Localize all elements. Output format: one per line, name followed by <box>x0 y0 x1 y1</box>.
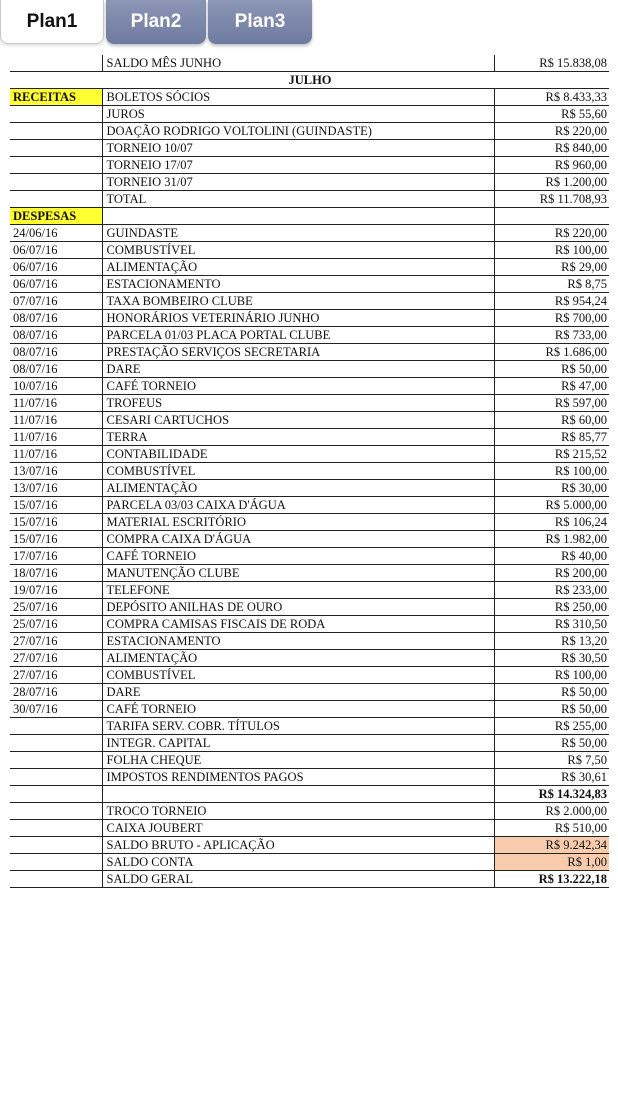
despesa-row <box>10 446 609 463</box>
despesa-desc[interactable]: MANUTENÇÃO CLUBE <box>102 565 494 582</box>
despesa-value[interactable]: R$ 100,00 <box>494 242 609 259</box>
despesa-value[interactable]: R$ 310,50 <box>494 616 609 633</box>
empty-cell[interactable] <box>10 837 102 854</box>
despesa-row <box>10 701 609 718</box>
spreadsheet-table <box>10 55 609 888</box>
footer-desc[interactable]: SALDO BRUTO - APLICAÇÃO <box>102 837 494 854</box>
despesa-row <box>10 378 609 395</box>
despesa-row <box>10 293 609 310</box>
despesa-date[interactable]: 10/07/16 <box>10 378 102 395</box>
despesa-date[interactable]: 27/07/16 <box>10 633 102 650</box>
despesa-desc[interactable]: COMBUSTÍVEL <box>102 463 494 480</box>
despesa-value[interactable]: R$ 7,50 <box>494 752 609 769</box>
despesa-value[interactable]: R$ 30,50 <box>494 650 609 667</box>
cell[interactable] <box>10 55 102 72</box>
despesa-row <box>10 242 609 259</box>
footer-desc[interactable]: SALDO CONTA <box>102 854 494 871</box>
despesa-desc[interactable]: CAFÉ TORNEIO <box>102 701 494 718</box>
receita-desc[interactable]: TORNEIO 31/07 <box>102 174 494 191</box>
despesa-value[interactable]: R$ 50,00 <box>494 684 609 701</box>
saldo-junho-row <box>10 55 609 72</box>
despesa-desc[interactable]: TARIFA SERV. COBR. TÍTULOS <box>102 718 494 735</box>
date-cell[interactable] <box>10 140 102 157</box>
despesa-date[interactable]: 08/07/16 <box>10 361 102 378</box>
receita-value[interactable]: R$ 11.708,93 <box>494 191 609 208</box>
receita-desc[interactable]: BOLETOS SÓCIOS <box>102 89 494 106</box>
despesa-value[interactable]: R$ 1.982,00 <box>494 531 609 548</box>
despesa-row <box>10 514 609 531</box>
despesa-desc[interactable]: TROFEUS <box>102 395 494 412</box>
date-cell[interactable] <box>10 157 102 174</box>
month-header[interactable]: JULHO <box>10 72 609 89</box>
despesa-date[interactable]: 19/07/16 <box>10 582 102 599</box>
despesa-row <box>10 429 609 446</box>
tab-plan1[interactable]: Plan1 <box>0 0 104 44</box>
despesa-date[interactable] <box>10 769 102 786</box>
despesa-value[interactable]: R$ 47,00 <box>494 378 609 395</box>
despesa-row <box>10 633 609 650</box>
despesa-row <box>10 752 609 769</box>
despesa-row <box>10 684 609 701</box>
despesa-row <box>10 259 609 276</box>
despesa-desc[interactable]: ALIMENTAÇÃO <box>102 650 494 667</box>
despesa-date[interactable]: 18/07/16 <box>10 565 102 582</box>
despesa-desc[interactable]: ALIMENTAÇÃO <box>102 259 494 276</box>
despesa-row <box>10 276 609 293</box>
despesa-desc[interactable]: DEPÓSITO ANILHAS DE OURO <box>102 599 494 616</box>
despesa-row <box>10 769 609 786</box>
footer-desc[interactable]: SALDO GERAL <box>102 871 494 888</box>
empty-cell[interactable] <box>102 786 494 803</box>
receitas-label[interactable]: RECEITAS <box>10 89 102 106</box>
footer-row <box>10 820 609 837</box>
despesa-date[interactable]: 15/07/16 <box>10 497 102 514</box>
despesa-row <box>10 310 609 327</box>
empty-cell[interactable] <box>10 871 102 888</box>
despesa-row <box>10 225 609 242</box>
receita-row <box>10 191 609 208</box>
receita-desc[interactable]: TORNEIO 17/07 <box>102 157 494 174</box>
tab-plan3[interactable]: Plan3 <box>208 0 312 44</box>
despesa-value[interactable]: R$ 100,00 <box>494 463 609 480</box>
footer-value[interactable]: R$ 13.222,18 <box>494 871 609 888</box>
receita-row <box>10 123 609 140</box>
sheet-tab-bar <box>0 0 618 46</box>
despesa-desc[interactable]: TERRA <box>102 429 494 446</box>
despesa-date[interactable]: 30/07/16 <box>10 701 102 718</box>
receita-desc[interactable]: TORNEIO 10/07 <box>102 140 494 157</box>
despesa-row <box>10 344 609 361</box>
despesa-desc[interactable]: COMBUSTÍVEL <box>102 242 494 259</box>
despesa-row <box>10 650 609 667</box>
despesa-date[interactable]: 27/07/16 <box>10 667 102 684</box>
despesas-header-row <box>10 208 609 225</box>
despesa-desc[interactable]: CAFÉ TORNEIO <box>102 548 494 565</box>
despesa-value[interactable]: R$ 50,00 <box>494 701 609 718</box>
footer-row <box>10 837 609 854</box>
despesa-date[interactable]: 08/07/16 <box>10 344 102 361</box>
despesa-desc[interactable]: PRESTAÇÃO SERVIÇOS SECRETARIA <box>102 344 494 361</box>
despesa-value[interactable]: R$ 30,00 <box>494 480 609 497</box>
despesa-date[interactable]: 13/07/16 <box>10 480 102 497</box>
despesa-row <box>10 463 609 480</box>
despesa-desc[interactable]: COMBUSTÍVEL <box>102 667 494 684</box>
footer-value[interactable]: R$ 1,00 <box>494 854 609 871</box>
footer-value[interactable]: R$ 9.242,34 <box>494 837 609 854</box>
despesas-total-row <box>10 786 609 803</box>
despesa-desc[interactable]: CAFÉ TORNEIO <box>102 378 494 395</box>
despesa-date[interactable] <box>10 735 102 752</box>
empty-cell[interactable] <box>102 208 494 225</box>
despesa-date[interactable]: 27/07/16 <box>10 650 102 667</box>
saldo-junho-value[interactable]: R$ 15.838,08 <box>494 55 609 72</box>
despesa-desc[interactable]: COMPRA CAIXA D'ÁGUA <box>102 531 494 548</box>
despesa-date[interactable]: 11/07/16 <box>10 412 102 429</box>
despesa-date[interactable]: 25/07/16 <box>10 599 102 616</box>
despesa-desc[interactable]: COMPRA CAMISAS FISCAIS DE RODA <box>102 616 494 633</box>
despesa-desc[interactable]: DARE <box>102 361 494 378</box>
saldo-junho-label[interactable]: SALDO MÊS JUNHO <box>102 55 494 72</box>
despesa-value[interactable]: R$ 50,00 <box>494 361 609 378</box>
date-cell[interactable] <box>10 123 102 140</box>
receita-row <box>10 89 609 106</box>
footer-value[interactable]: R$ 2.000,00 <box>494 803 609 820</box>
despesa-desc[interactable]: ESTACIONAMENTO <box>102 276 494 293</box>
despesa-desc[interactable]: ESTACIONAMENTO <box>102 633 494 650</box>
despesa-date[interactable]: 08/07/16 <box>10 327 102 344</box>
footer-value[interactable]: R$ 510,00 <box>494 820 609 837</box>
despesa-value[interactable]: R$ 30,61 <box>494 769 609 786</box>
footer-row <box>10 871 609 888</box>
despesa-value[interactable]: R$ 8,75 <box>494 276 609 293</box>
footer-row <box>10 854 609 871</box>
receita-value[interactable]: R$ 220,00 <box>494 123 609 140</box>
receita-value[interactable]: R$ 8.433,33 <box>494 89 609 106</box>
empty-cell[interactable] <box>10 786 102 803</box>
despesa-date[interactable]: 06/07/16 <box>10 259 102 276</box>
empty-cell[interactable] <box>494 208 609 225</box>
despesa-desc[interactable]: IMPOSTOS RENDIMENTOS PAGOS <box>102 769 494 786</box>
receita-value[interactable]: R$ 55,60 <box>494 106 609 123</box>
despesa-value[interactable]: R$ 233,00 <box>494 582 609 599</box>
receita-value[interactable]: R$ 840,00 <box>494 140 609 157</box>
despesa-date[interactable]: 06/07/16 <box>10 276 102 293</box>
receita-value[interactable]: R$ 960,00 <box>494 157 609 174</box>
despesa-date[interactable]: 24/06/16 <box>10 225 102 242</box>
despesa-row <box>10 497 609 514</box>
despesa-value[interactable]: R$ 60,00 <box>494 412 609 429</box>
despesa-row <box>10 718 609 735</box>
despesa-date[interactable]: 15/07/16 <box>10 514 102 531</box>
despesa-desc[interactable]: HONORÁRIOS VETERINÁRIO JUNHO <box>102 310 494 327</box>
despesa-row <box>10 667 609 684</box>
footer-desc[interactable]: TROCO TORNEIO <box>102 803 494 820</box>
despesa-desc[interactable]: CONTABILIDADE <box>102 446 494 463</box>
despesa-row <box>10 582 609 599</box>
despesa-row <box>10 616 609 633</box>
despesa-desc[interactable]: FOLHA CHEQUE <box>102 752 494 769</box>
despesa-date[interactable]: 25/07/16 <box>10 616 102 633</box>
empty-cell[interactable] <box>10 803 102 820</box>
date-cell[interactable] <box>10 191 102 208</box>
despesa-date[interactable]: 11/07/16 <box>10 429 102 446</box>
despesa-row <box>10 480 609 497</box>
despesa-date[interactable] <box>10 752 102 769</box>
despesa-row <box>10 735 609 752</box>
despesa-value[interactable]: R$ 215,52 <box>494 446 609 463</box>
despesa-value[interactable]: R$ 5.000,00 <box>494 497 609 514</box>
tab-plan2[interactable]: Plan2 <box>106 0 206 44</box>
despesa-desc[interactable]: CESARI CARTUCHOS <box>102 412 494 429</box>
date-cell[interactable] <box>10 174 102 191</box>
despesa-desc[interactable]: GUINDASTE <box>102 225 494 242</box>
despesa-row <box>10 412 609 429</box>
despesa-row <box>10 599 609 616</box>
despesa-value[interactable]: R$ 29,00 <box>494 259 609 276</box>
footer-desc[interactable]: CAIXA JOUBERT <box>102 820 494 837</box>
despesa-desc[interactable]: TAXA BOMBEIRO CLUBE <box>102 293 494 310</box>
despesa-date[interactable]: 11/07/16 <box>10 446 102 463</box>
receita-desc[interactable]: JUROS <box>102 106 494 123</box>
despesa-row <box>10 531 609 548</box>
despesa-row <box>10 327 609 344</box>
spreadsheet-body <box>10 55 609 888</box>
despesa-value[interactable]: R$ 597,00 <box>494 395 609 412</box>
despesas-label[interactable]: DESPESAS <box>10 208 102 225</box>
receita-row <box>10 174 609 191</box>
month-header-row <box>10 72 609 89</box>
despesa-desc[interactable]: PARCELA 03/03 CAIXA D'ÁGUA <box>102 497 494 514</box>
despesa-value[interactable]: R$ 200,00 <box>494 565 609 582</box>
receita-value[interactable]: R$ 1.200,00 <box>494 174 609 191</box>
despesa-row <box>10 361 609 378</box>
despesa-desc[interactable]: PARCELA 01/03 PLACA PORTAL CLUBE <box>102 327 494 344</box>
empty-cell[interactable] <box>10 820 102 837</box>
despesa-row <box>10 395 609 412</box>
footer-row <box>10 803 609 820</box>
receita-row <box>10 106 609 123</box>
despesa-date[interactable]: 07/07/16 <box>10 293 102 310</box>
date-cell[interactable] <box>10 106 102 123</box>
despesa-row <box>10 565 609 582</box>
despesa-value[interactable]: R$ 40,00 <box>494 548 609 565</box>
despesa-value[interactable]: R$ 13,20 <box>494 633 609 650</box>
despesa-desc[interactable]: ALIMENTAÇÃO <box>102 480 494 497</box>
receita-desc[interactable]: DOAÇÃO RODRIGO VOLTOLINI (GUINDASTE) <box>102 123 494 140</box>
despesa-desc[interactable]: DARE <box>102 684 494 701</box>
despesas-total-value[interactable]: R$ 14.324,83 <box>494 786 609 803</box>
despesa-value[interactable]: R$ 733,00 <box>494 327 609 344</box>
despesa-value[interactable]: R$ 255,00 <box>494 718 609 735</box>
despesa-value[interactable]: R$ 954,24 <box>494 293 609 310</box>
despesa-date[interactable]: 17/07/16 <box>10 548 102 565</box>
despesa-value[interactable]: R$ 85,77 <box>494 429 609 446</box>
despesa-date[interactable]: 15/07/16 <box>10 531 102 548</box>
empty-cell[interactable] <box>10 854 102 871</box>
despesa-date[interactable]: 08/07/16 <box>10 310 102 327</box>
despesa-row <box>10 548 609 565</box>
despesa-desc[interactable]: INTEGR. CAPITAL <box>102 735 494 752</box>
receita-row <box>10 140 609 157</box>
despesa-value[interactable]: R$ 50,00 <box>494 735 609 752</box>
despesa-value[interactable]: R$ 700,00 <box>494 310 609 327</box>
receita-row <box>10 157 609 174</box>
despesa-date[interactable]: 28/07/16 <box>10 684 102 701</box>
despesa-date[interactable]: 13/07/16 <box>10 463 102 480</box>
receita-desc[interactable]: TOTAL <box>102 191 494 208</box>
despesa-date[interactable]: 11/07/16 <box>10 395 102 412</box>
despesa-date[interactable] <box>10 718 102 735</box>
despesa-value[interactable]: R$ 250,00 <box>494 599 609 616</box>
despesa-value[interactable]: R$ 100,00 <box>494 667 609 684</box>
despesa-value[interactable]: R$ 106,24 <box>494 514 609 531</box>
despesa-value[interactable]: R$ 1.686,00 <box>494 344 609 361</box>
despesa-date[interactable]: 06/07/16 <box>10 242 102 259</box>
despesa-desc[interactable]: MATERIAL ESCRITÓRIO <box>102 514 494 531</box>
despesa-desc[interactable]: TELEFONE <box>102 582 494 599</box>
despesa-value[interactable]: R$ 220,00 <box>494 225 609 242</box>
